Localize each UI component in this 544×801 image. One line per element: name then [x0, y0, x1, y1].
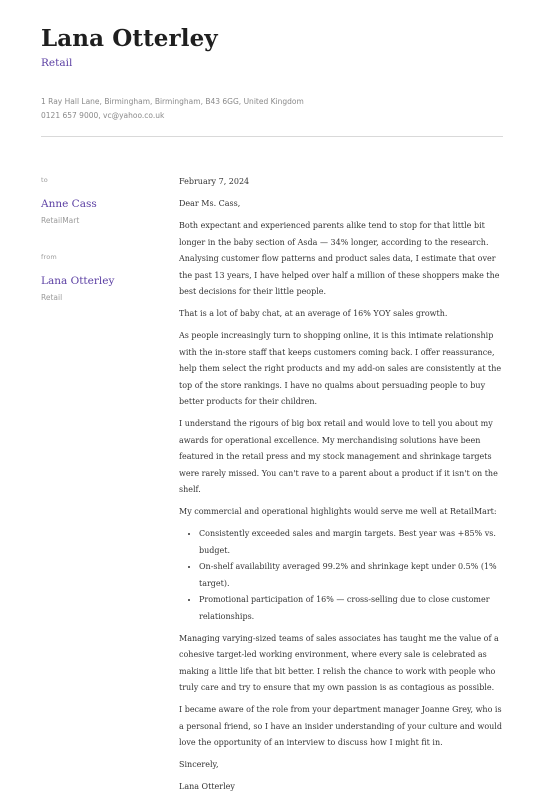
list-item: • On-shelf availability averaged 99.2% and shrinkage kept under 0.5% (1% target). — [199, 559, 505, 592]
from-label: from — [41, 253, 57, 261]
paragraph-4: I understand the rigours of big box retail and would love to tell you about my awards for operational excellence. My merchandising solutions have been featured in the retail press and my stock management and shrinkage targets were rarely missed. You can't rave to a parent about a product if it isn't on the shelf. — [179, 419, 498, 494]
letter-body — [179, 174, 505, 801]
recipient-company: RetailMart — [41, 216, 80, 225]
recipient-block — [41, 176, 151, 225]
closing: Sincerely, — [179, 760, 219, 769]
to-label: to — [41, 176, 48, 184]
applicant-name: Lana Otterley — [41, 25, 218, 52]
sidebar — [41, 176, 151, 302]
contact-info — [41, 95, 304, 123]
paragraph-1: Both expectant and experienced parents alike tend to stop for that little bit longer in the baby section of Asda — 34% longer, according to the research. Analysing customer flow patterns and product sales data, I estimate that over the past 13 years, I have helped over half a million of these shoppers make the best decisions for their little people. — [179, 221, 500, 296]
list-item: • Consistently exceeded sales and margin targets. Best year was +85% vs. budget. — [199, 526, 505, 559]
paragraph-7: I became aware of the role from your department manager Joanne Grey, who is a personal friend, so I have an insider understanding of your culture and would love the opportunity of an interview to discuss how I might fit in. — [179, 705, 502, 747]
sender-name: Lana Otterley — [41, 275, 115, 287]
paragraph-5: My commercial and operational highlights would serve me well at RetailMart: — [179, 507, 497, 516]
paragraph-6: Managing varying-sized teams of sales associates has taught me the value of a cohesive target-led working environment, where every sale is celebrated as making a little life that bit better. I relish the chance to work with people who truly care and try to ensure that my own passion is as contagious as possible. — [179, 633, 499, 692]
recipient-name: Anne Cass — [41, 198, 97, 210]
list-item: • Promotional participation of 16% — cross-selling due to close customer relationships. — [199, 592, 505, 625]
signature: Lana Otterley — [179, 782, 235, 791]
address-line: 1 Ray Hall Lane, Birmingham, Birmingham, B43 6GG, United Kingdom — [41, 97, 304, 106]
letter-date: February 7, 2024 — [179, 177, 250, 186]
sender-block — [41, 253, 151, 302]
paragraph-3: As people increasingly turn to shopping online, it is this intimate relationship with the in-store staff that keeps customers coming back. I offer reassurance, help them select the right products and my add-on sales are consistently at the top of the store rankings. I have no qualms about persuading people to buy better products for their children. — [179, 331, 502, 406]
salutation: Dear Ms. Cass, — [179, 199, 241, 208]
sender-title: Retail — [41, 293, 63, 302]
header-divider — [41, 136, 503, 137]
highlights-list — [179, 526, 505, 625]
applicant-title: Retail — [41, 57, 73, 69]
paragraph-2: That is a lot of baby chat, at an average of 16% YOY sales growth. — [179, 309, 448, 318]
phone-email-line: 0121 657 9000, vc@yahoo.co.uk — [41, 111, 165, 120]
letter-header — [41, 24, 503, 69]
